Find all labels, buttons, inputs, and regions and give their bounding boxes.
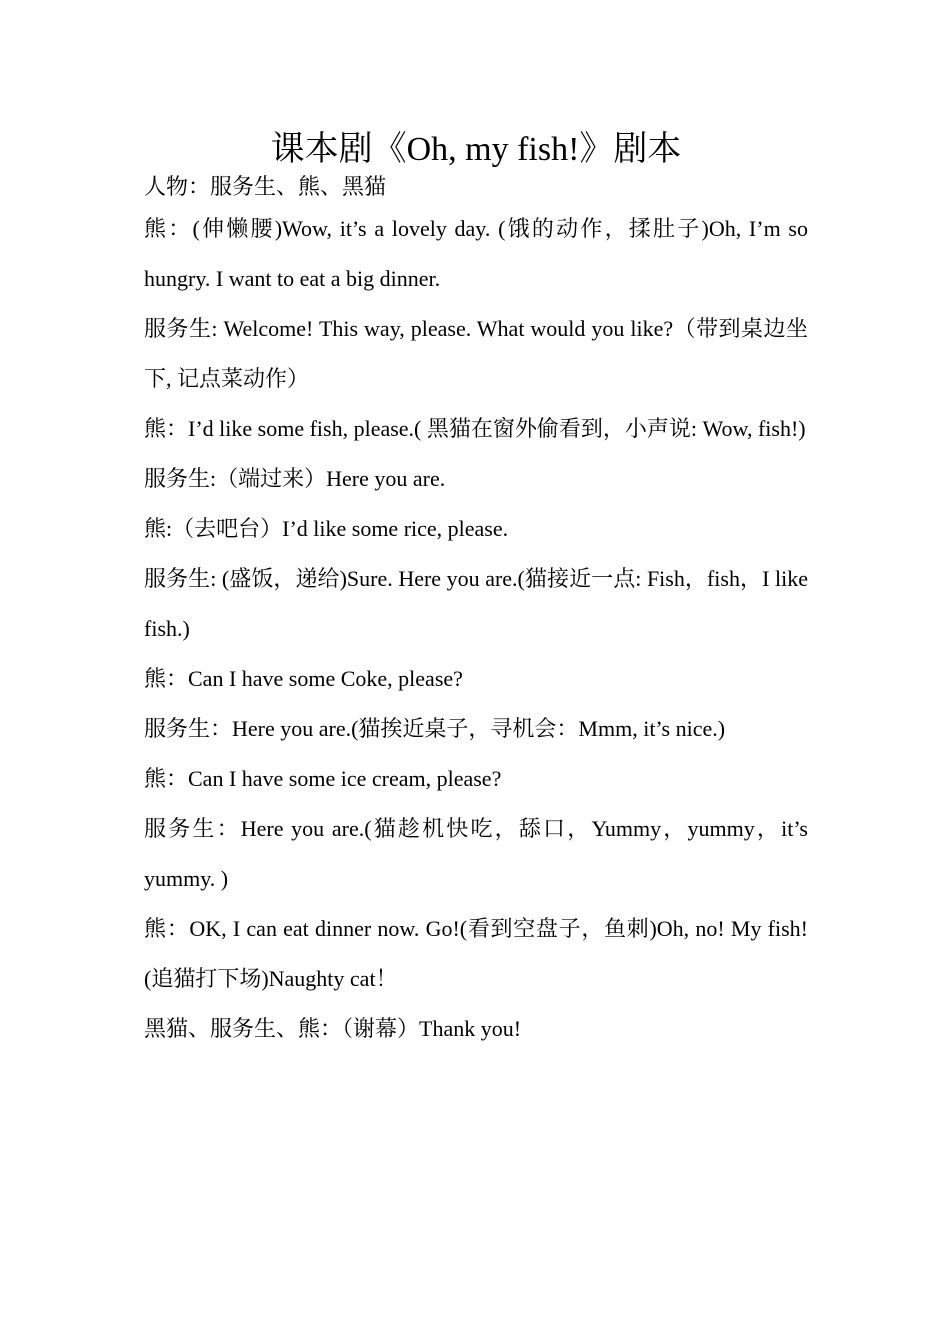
script-line-2: 服务生: Welcome! This way, please. What would you like?（带到桌边坐下, 记点菜动作） <box>144 316 808 391</box>
script-line-11: 熊：OK, I can eat dinner now. Go!(看到空盘子，鱼刺)Oh, no! My fish!(追猫打下场)Naughty cat！ <box>144 916 808 991</box>
script-line-4: 服务生:（端过来）Here you are. <box>144 466 446 491</box>
script-line-3: 熊：I’d like some fish, please.( 黑猫在窗外偷看到，小声说: Wow, fish!) <box>144 416 806 441</box>
cast-list: 人物：服务生、熊、黑猫 <box>144 174 387 199</box>
script-line-8: 服务生：Here you are.(猫挨近桌子，寻机会：Mmm, it’s nice.) <box>144 716 726 741</box>
script-line-10: 服务生：Here you are.(猫趁机快吃，舔口，Yummy，yummy，it’s yummy. ) <box>144 816 808 891</box>
script-line-1: 熊：(伸懒腰)Wow, it’s a lovely day. (饿的动作，揉肚子)Oh, I’m so hungry. I want to eat a big dinner. <box>144 216 808 291</box>
script-line-7: 熊：Can I have some Coke, please? <box>144 666 463 691</box>
script-title: 课本剧《Oh, my fish!》剧本 <box>270 131 682 168</box>
script-line-12: 黑猫、服务生、熊：（谢幕）Thank you! <box>144 1016 522 1041</box>
script-line-6: 服务生: (盛饭，递给)Sure. Here you are.(猫接近一点: Fish，fish，I like fish.) <box>144 566 808 641</box>
script-line-5: 熊:（去吧台）I’d like some rice, please. <box>144 516 509 541</box>
document-page <box>144 128 808 1054</box>
script-line-9: 熊：Can I have some ice cream, please? <box>144 766 502 791</box>
